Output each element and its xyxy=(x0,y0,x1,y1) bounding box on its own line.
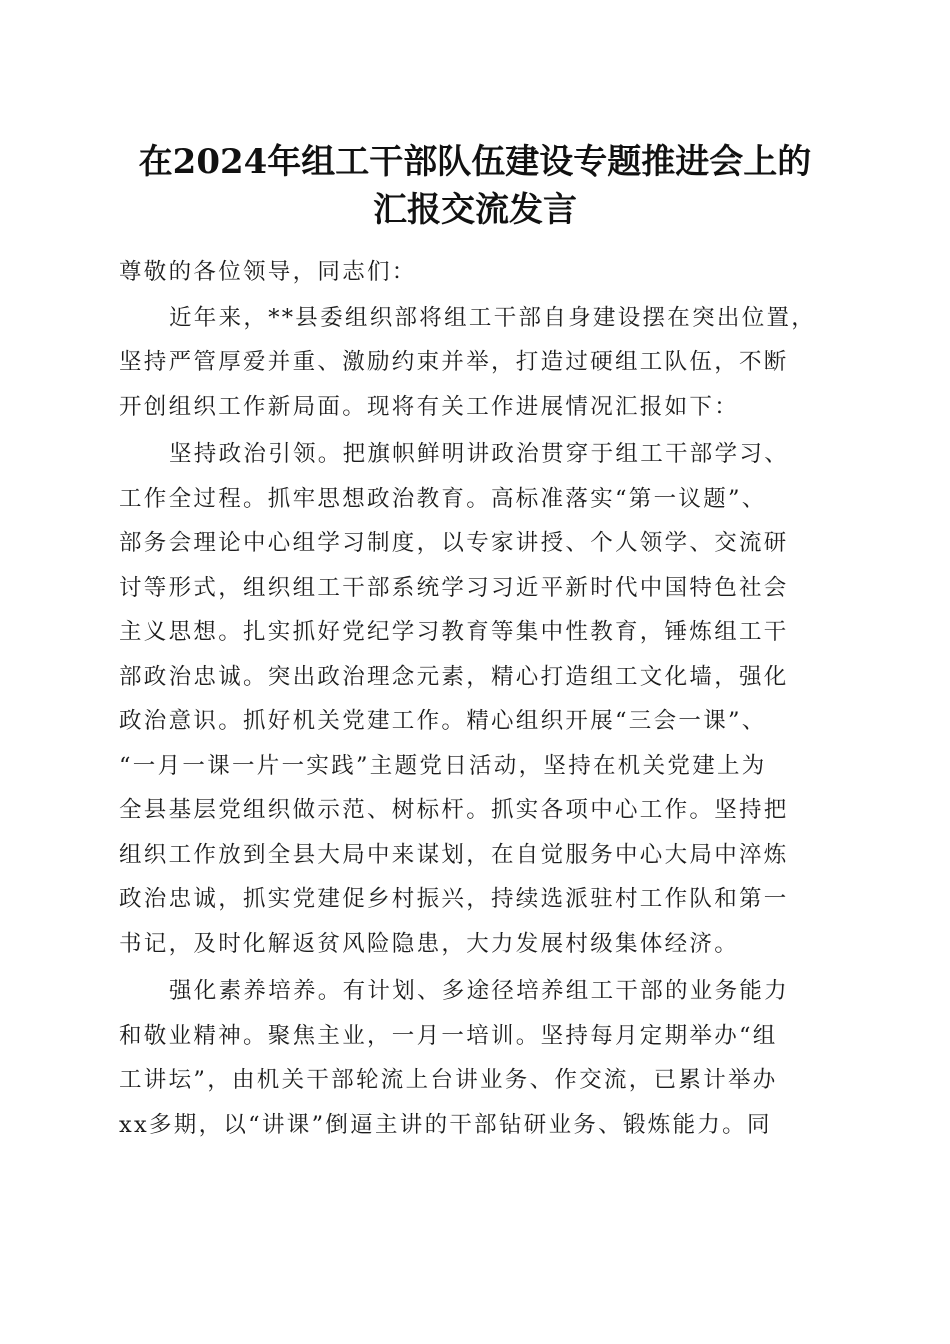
text-line: 坚持政治引领。把旗帜鲜明讲政治贯穿于组工干部学习、 xyxy=(169,441,790,467)
text-line: 工作全过程。抓牢思想政治教育。高标准落实“第一议题”、 xyxy=(119,485,767,512)
text-line: 主义思想。扎实抓好党纪学习教育等集中性教育，锤炼组工干 xyxy=(119,619,789,645)
paragraph-political-leadership xyxy=(119,432,839,966)
text-line: 政治意识。抓好机关党建工作。精心组织开展“三会一课”、 xyxy=(119,708,767,734)
paragraph-skill-building xyxy=(119,969,839,1147)
title-line-1: 在2024年组工干部队伍建设专题推进会上的 xyxy=(138,142,812,182)
text-line: 部政治忠诚。突出政治理念元素，精心打造组工文化墙，强化 xyxy=(119,663,789,690)
text-line: 政治忠诚，抓实党建促乡村振兴，持续选派驻村工作队和第一 xyxy=(119,886,789,912)
document-body xyxy=(119,250,839,1150)
text-line: 全县基层党组织做示范、树标杆。抓实各项中心工作。坚持把 xyxy=(119,797,789,823)
text-line: xx多期，以“讲课”倒逼主讲的干部钻研业务、锻炼能力。同 xyxy=(119,1111,772,1138)
title-line-2: 汇报交流发言 xyxy=(373,190,577,230)
text-line: “一月一课一片一实践”主题党日活动，坚持在机关党建上为 xyxy=(119,752,767,779)
text-line: 和敬业精神。聚焦主业，一月一培训。坚持每月定期举办“组 xyxy=(119,1022,778,1049)
text-line: 组织工作放到全县大局中来谋划，在自觉服务中心大局中淬炼 xyxy=(119,841,789,868)
text-line: 部务会理论中心组学习制度，以专家讲授、个人领学、交流研 xyxy=(119,530,789,556)
salutation: 尊敬的各位领导，同志们： xyxy=(119,259,417,285)
text-line: 工讲坛”，由机关干部轮流上台讲业务、作交流，已累计举办 xyxy=(119,1067,778,1093)
text-line: 近年来，**县委组织部将组工干部自身建设摆在突出位置， xyxy=(169,304,817,331)
text-line: 讨等形式，组织组工干部系统学习习近平新时代中国特色社会 xyxy=(119,574,789,601)
text-line: 开创组织工作新局面。现将有关工作进展情况汇报如下： xyxy=(119,393,740,420)
text-line: 坚持严管厚爱并重、激励约束并举，打造过硬组工队伍，不断 xyxy=(119,349,789,375)
text-line: 强化素养培养。有计划、多途径培养组工干部的业务能力 xyxy=(169,978,790,1004)
text-line: 书记，及时化解返贫风险隐患，大力发展村级集体经济。 xyxy=(119,930,740,957)
paragraph-intro xyxy=(119,296,839,430)
page-title xyxy=(100,138,850,234)
